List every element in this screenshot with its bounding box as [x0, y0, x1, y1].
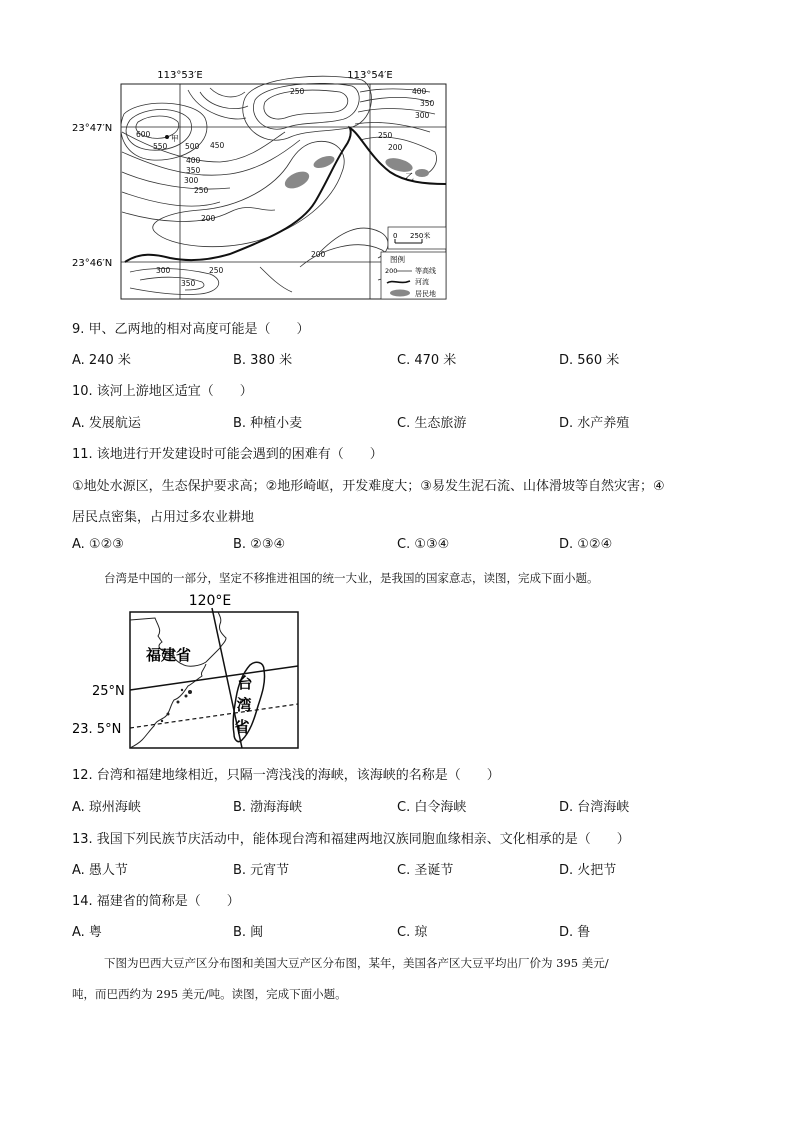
svg-text:200: 200: [311, 250, 326, 259]
q10-option-c: C. 生态旅游: [397, 416, 467, 431]
q12-option-a: A. 琼州海峡: [72, 800, 141, 815]
svg-text:350: 350: [186, 166, 201, 175]
svg-text:350: 350: [420, 99, 435, 108]
q10-option-d: D. 水产养殖: [559, 416, 630, 431]
taiwan-map: [70, 590, 310, 750]
lat-25n-label: 25°N: [92, 684, 125, 699]
intro-soy-line1: 下图为巴西大豆产区分布图和美国大豆产区分布图，某年，美国各产区大豆平均出厂价为 395 美元/: [104, 956, 609, 970]
svg-text:400: 400: [412, 87, 427, 96]
q13-option-a: A. 愚人节: [72, 863, 128, 878]
q13-stem: 13. 我国下列民族节庆活动中，能体现台湾和福建两地汉族同胞血缘相亲、文化相承的是（ ）: [72, 832, 630, 847]
point-jia-label: 甲: [171, 134, 179, 143]
q12-option-b: B. 渤海海峡: [233, 800, 303, 815]
fujian-label: 福建省: [146, 646, 192, 664]
lat-bottom-label: 23°46′N: [72, 258, 113, 269]
fujian-coast-south: [130, 664, 206, 748]
q14-option-a: A. 粤: [72, 925, 102, 940]
svg-text:450: 450: [210, 141, 225, 150]
legend-contour: 等高线: [415, 267, 436, 275]
scale-end: 250米: [410, 232, 431, 240]
q12-stem: 12. 台湾和福建地缘相近，只隔一湾浅浅的海峡，该海峡的名称是（ ）: [72, 768, 500, 783]
taiwan-map-frame: [130, 612, 298, 748]
point-jia-marker: [165, 135, 169, 139]
legend-contour-value: 200: [385, 267, 398, 275]
q13-option-c: C. 圣诞节: [397, 863, 454, 878]
parallel-25n: [130, 666, 298, 690]
q14-stem: 14. 福建省的简称是（ ）: [72, 894, 240, 909]
taiwan-label-3: 省: [234, 718, 250, 736]
settlement-4: [415, 169, 429, 177]
taiwan-label-1: 台: [237, 674, 253, 692]
topo-map: [60, 62, 460, 307]
settlement-1: [282, 168, 311, 192]
svg-text:300: 300: [156, 266, 171, 275]
q12-option-c: C. 白令海峡: [397, 800, 467, 815]
lon-right-label: 113°54′E: [347, 70, 393, 81]
q9-stem: 9. 甲、乙两地的相对高度可能是（ ）: [72, 322, 310, 337]
q10-option-a: A. 发展航运: [72, 416, 141, 431]
q14-option-b: B. 闽: [233, 925, 264, 940]
q13-option-d: D. 火把节: [559, 863, 617, 878]
q9-option-c: C. 470 米: [397, 353, 457, 368]
q10-option-b: B. 种植小麦: [233, 416, 303, 431]
svg-text:300: 300: [184, 176, 199, 185]
scale-start: 0: [393, 232, 398, 240]
svg-text:350: 350: [181, 279, 196, 288]
svg-text:200: 200: [201, 214, 216, 223]
taiwan-label-2: 湾: [236, 696, 252, 714]
legend-title: 图例: [390, 255, 405, 264]
q11-option-d: D. ①②④: [559, 537, 613, 552]
legend-river: 河流: [415, 278, 429, 286]
svg-text:200: 200: [388, 143, 403, 152]
lon-left-label: 113°53′E: [157, 70, 203, 81]
q11-option-b: B. ②③④: [233, 537, 286, 552]
topo-map-svg: [60, 62, 460, 307]
point-yi-label: 乙: [405, 173, 415, 183]
lon-120e-label: 120°E: [188, 593, 232, 609]
q11-option-c: C. ①③④: [397, 537, 450, 552]
taiwan-map-svg: [70, 590, 310, 750]
q11-option-a: A. ①②③: [72, 537, 124, 552]
svg-text:600: 600: [136, 130, 151, 139]
q9-option-a: A. 240 米: [72, 353, 131, 368]
q9-option-b: B. 380 米: [233, 353, 293, 368]
intro-taiwan: 台湾是中国的一部分，坚定不移推进祖国的统一大业，是我国的国家意志，读图，完成下面小题。: [104, 571, 599, 585]
q14-option-d: D. 鲁: [559, 925, 591, 940]
q11-line1: ①地处水源区，生态保护要求高；②地形崎岖，开发难度大；③易发生泥石流、山体滑坡等自然灾害；④: [72, 479, 665, 494]
svg-text:250: 250: [378, 131, 393, 140]
legend-settlement: 居民地: [415, 290, 436, 298]
svg-text:250: 250: [290, 87, 305, 96]
q13-option-b: B. 元宵节: [233, 863, 290, 878]
intro-soy-line2: 吨，而巴西约为 295 美元/吨。读图，完成下面小题。: [72, 987, 347, 1001]
svg-text:250: 250: [209, 266, 224, 275]
coastal-islands: [161, 689, 192, 722]
svg-text:300: 300: [415, 111, 430, 120]
svg-text:250: 250: [194, 186, 209, 195]
q11-stem: 11. 该地进行开发建设时可能会遇到的困难有（ ）: [72, 447, 383, 462]
q11-line2: 居民点密集，占用过多农业耕地: [72, 510, 255, 525]
legend-settlement-symbol: [390, 290, 410, 297]
q14-option-c: C. 琼: [397, 925, 428, 940]
svg-text:500: 500: [185, 142, 200, 151]
q9-option-d: D. 560 米: [559, 353, 620, 368]
lat-top-label: 23°47′N: [72, 123, 113, 134]
svg-text:400: 400: [186, 156, 201, 165]
q12-option-d: D. 台湾海峡: [559, 800, 630, 815]
lat-23-5n-label: 23. 5°N: [72, 722, 122, 737]
svg-text:550: 550: [153, 142, 168, 151]
q10-stem: 10. 该河上游地区适宜（ ）: [72, 384, 253, 399]
